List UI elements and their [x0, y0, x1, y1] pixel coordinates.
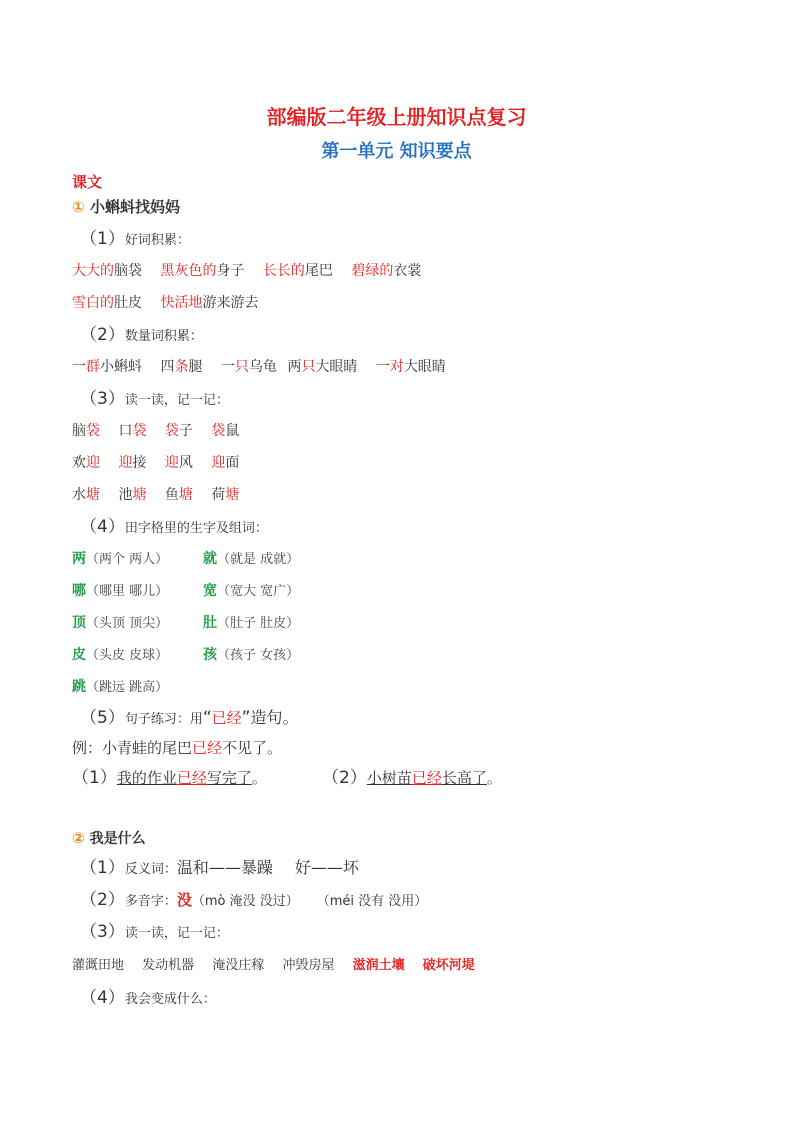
- paragraph-number: （1）: [80, 858, 125, 878]
- lesson1-p2-items: [72, 357, 446, 377]
- lesson1-name: 小蝌蚪找妈妈: [89, 198, 180, 216]
- lesson1-p1-line2: [72, 293, 258, 313]
- word-item: 长长的尾巴: [262, 263, 333, 279]
- page-title: 部编版二年级上册知识点复习: [266, 105, 527, 129]
- word-item: 发动机器: [142, 958, 195, 973]
- lesson1-p3-row3: [72, 485, 239, 505]
- lesson2-p4-heading: （4）我会变成什么：: [80, 988, 216, 1008]
- word-item: 大大的脑袋: [72, 263, 142, 279]
- word-item: 荷塘: [211, 487, 240, 503]
- lesson2-p3-words: [72, 956, 475, 976]
- answer-sentence: （2）小树苗已经长高了。: [322, 768, 502, 788]
- paragraph-label: 田字格里的生字及组词：: [124, 521, 268, 536]
- char-entry: 就（就是 成就）: [203, 551, 300, 567]
- antonym-pair: 温和——暴躁: [176, 858, 273, 877]
- word-item: 迎面: [211, 455, 240, 471]
- lesson1-p1-heading: [80, 229, 190, 251]
- paragraph-number: （3）: [80, 389, 125, 409]
- char-entry: 肚（肚子 肚皮）: [203, 615, 300, 631]
- lesson2-heading: [72, 828, 146, 849]
- lesson1-marker: ①: [72, 198, 85, 216]
- paragraph-label: 句子练习：用: [124, 712, 203, 727]
- paragraph-number: （4）: [80, 517, 125, 537]
- lesson2-p3-heading: （3）读一读，记一记：: [80, 922, 229, 942]
- word-item-highlight: 破坏河堤: [422, 958, 475, 973]
- unit-title: 第一单元 知识要点: [321, 141, 472, 162]
- char-entry: 跳（跳远 跳高）: [72, 679, 169, 695]
- word-item: 快活地游来游去: [160, 295, 259, 311]
- lesson2-p2: （2）多音字：没（mò 淹没 没过） （méi 没有 没用）: [80, 890, 428, 910]
- word-item: 脑袋: [72, 423, 100, 439]
- measure-item: 一群小蝌蚪: [72, 359, 142, 375]
- word-item: 迎接: [118, 455, 147, 471]
- char-entry: 顶（头顶 顶尖）: [72, 615, 169, 631]
- paragraph-number: （4）: [80, 988, 125, 1008]
- word-item: 水塘: [72, 487, 100, 503]
- measure-item: 一只乌龟: [220, 359, 277, 375]
- char-entry: 孩（孩子 女孩）: [203, 647, 300, 663]
- lesson2-name: 我是什么: [89, 831, 146, 847]
- lesson1-p4-heading: [80, 517, 268, 539]
- lesson2-marker: ②: [72, 829, 85, 847]
- word-item: 雪白的肚皮: [72, 295, 142, 311]
- answer-sentence: （1）我的作业已经写完了。: [72, 768, 267, 788]
- word-item: 欢迎: [72, 455, 100, 471]
- char-entry: 两（两个 两人）: [72, 551, 169, 567]
- char-entry: 哪（哪里 哪儿）: [72, 583, 169, 599]
- word-item: 鱼塘: [164, 487, 193, 503]
- word-item-highlight: 滋润土壤: [352, 958, 405, 973]
- word-item: 淹没庄稼: [212, 958, 265, 973]
- lesson1-p3-heading: [80, 389, 229, 411]
- paragraph-number: （2）: [80, 890, 125, 910]
- paragraph-label: 数量词积累：: [124, 329, 203, 344]
- measure-item: 一对大眼睛: [375, 359, 446, 375]
- word-item: 口袋: [118, 423, 147, 439]
- paragraph-number: （1）: [80, 229, 125, 249]
- section-label: 课文: [72, 173, 103, 191]
- word-item: 迎风: [164, 455, 193, 471]
- lesson1-heading: [72, 197, 180, 217]
- keyword: 已经: [211, 709, 242, 727]
- char-entry: 宽（宽大 宽广）: [203, 583, 300, 599]
- paragraph-label: 好词积累：: [124, 233, 190, 248]
- example-sentence: 例：小青蛙的尾巴已经不见了。: [72, 739, 283, 757]
- word-item: 黑灰色的身子: [160, 263, 245, 279]
- paragraph-number: （3）: [80, 922, 125, 942]
- lesson1-p2-heading: [80, 325, 203, 347]
- word-item: 碧绿的衣裳: [351, 263, 422, 279]
- antonym-pair: 好——坏: [294, 858, 359, 877]
- word-item: 灌溉田地: [72, 958, 125, 973]
- lesson2-p1: （1）反义词：温和——暴躁 好——坏: [80, 858, 359, 878]
- word-item: 袋子: [164, 423, 193, 439]
- polyphone-char: 没: [176, 891, 192, 909]
- paragraph-number: （5）: [80, 708, 125, 728]
- lesson1-p3-row2: [72, 453, 239, 473]
- paragraph-label: 读一读，记一记：: [124, 393, 229, 408]
- char-entry: 皮（头皮 皮球）: [72, 647, 169, 663]
- lesson1-p3-row1: [72, 421, 239, 441]
- measure-item: 四条腿: [160, 359, 203, 375]
- word-item: 池塘: [118, 487, 147, 503]
- measure-item: 两只大眼睛: [287, 359, 358, 375]
- lesson1-p5-heading: （5）句子练习：用“已经”造句。: [80, 708, 299, 728]
- word-item: 袋鼠: [211, 423, 240, 439]
- word-item: 冲毁房屋: [282, 958, 335, 973]
- lesson1-p1-line1: [72, 261, 421, 281]
- paragraph-number: （2）: [80, 325, 125, 345]
